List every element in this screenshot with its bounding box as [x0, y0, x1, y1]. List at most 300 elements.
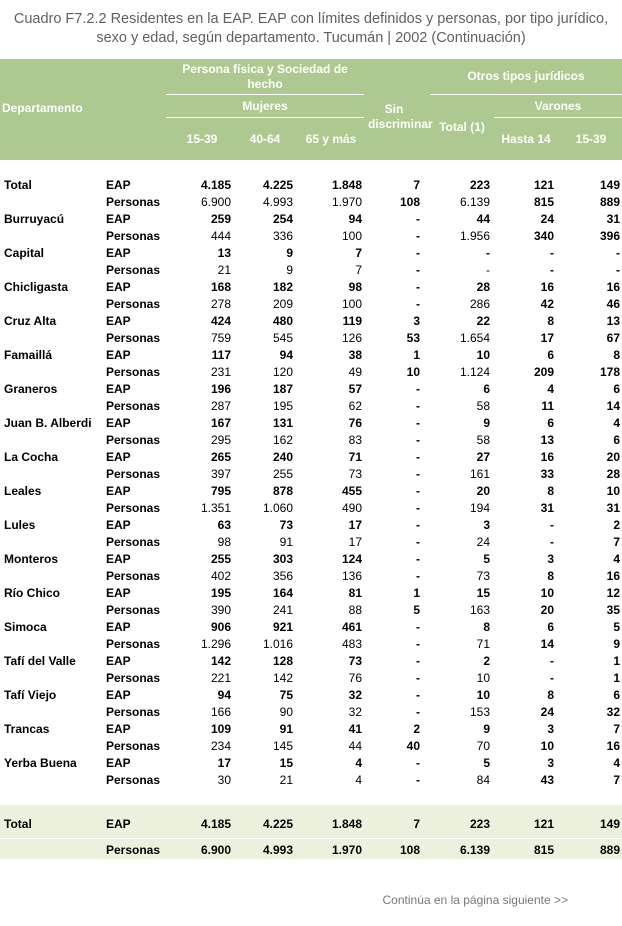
- row-type-label: Personas: [106, 399, 161, 413]
- table-row: [0, 177, 622, 194]
- cell-col-hasta14: -: [550, 518, 554, 532]
- cell-col-v15-39: 7: [613, 535, 620, 549]
- cell-col-hasta14: 6: [547, 416, 554, 430]
- row-type-label: Personas: [106, 263, 161, 277]
- cell-col-65: 136: [341, 569, 362, 583]
- total-eap-label: EAP: [106, 817, 131, 831]
- cell-col-total1: 5: [483, 756, 490, 770]
- cell-col-sin-discriminar: 40: [406, 739, 420, 753]
- cell-col-15-39: 167: [210, 416, 231, 430]
- cell-col-65: 71: [348, 450, 362, 464]
- cell-col-40-64: 120: [272, 365, 293, 379]
- cell-col-15-39: 397: [210, 467, 231, 481]
- cell-col-15-39: 21: [217, 263, 231, 277]
- cell-col-hasta14: 8: [547, 484, 554, 498]
- table-row: [0, 466, 622, 483]
- row-type-label: Personas: [106, 501, 161, 515]
- cell-col-40-64: 162: [272, 433, 293, 447]
- row-type-label: EAP: [106, 348, 131, 362]
- cell-col-hasta14: 20: [540, 603, 554, 617]
- cell-col-65: 7: [355, 246, 362, 260]
- table-row: [0, 653, 622, 670]
- cell-col-sin-discriminar: -: [416, 535, 420, 549]
- cell-col-hasta14: 31: [540, 501, 554, 515]
- cell-col-15-39: 168: [210, 280, 231, 294]
- cell-col-v15-39: 8: [613, 348, 620, 362]
- table-row: [0, 704, 622, 721]
- header-col-40-64: 40-64: [249, 132, 281, 146]
- cell-col-sin-discriminar: -: [416, 688, 420, 702]
- cell-col-40-64: 164: [272, 586, 293, 600]
- department-name: La Cocha: [4, 450, 59, 464]
- table-row: [0, 619, 622, 636]
- department-name: Río Chico: [4, 586, 60, 600]
- cell-col-v15-39: 6: [613, 382, 620, 396]
- table-row: [0, 500, 622, 517]
- header-persona-fisica: Persona física y Sociedad de hecho: [182, 62, 348, 91]
- cell-col-15-39: 444: [210, 229, 231, 243]
- department-name: Chicligasta: [4, 280, 69, 294]
- cell-col-total1: 223: [469, 178, 490, 192]
- total-personas-col-sin-discriminar: 108: [399, 843, 420, 857]
- table-row: [0, 330, 622, 347]
- cell-col-v15-39: 4: [613, 552, 620, 566]
- cell-col-v15-39: 6: [613, 433, 620, 447]
- cell-col-sin-discriminar: -: [416, 654, 420, 668]
- table-row: [0, 585, 622, 602]
- cell-col-65: 100: [341, 297, 362, 311]
- cell-col-total1: 6.139: [459, 195, 490, 209]
- cell-col-65: 4: [355, 773, 362, 787]
- cell-col-v15-39: 10: [606, 484, 620, 498]
- cell-col-40-64: 1.016: [262, 637, 293, 651]
- row-type-label: EAP: [106, 552, 131, 566]
- header-rule-persona: [166, 94, 364, 95]
- cell-col-v15-39: 4: [613, 416, 620, 430]
- cell-col-40-64: 145: [272, 739, 293, 753]
- cell-col-sin-discriminar: -: [416, 484, 420, 498]
- cell-col-15-39: 109: [210, 722, 231, 736]
- header-rule-otros: [430, 94, 622, 95]
- table-header: [0, 59, 622, 160]
- cell-col-15-39: 117: [211, 348, 231, 362]
- cell-col-65: 17: [348, 535, 362, 549]
- cell-col-sin-discriminar: 108: [399, 195, 420, 209]
- cell-col-total1: 70: [476, 739, 490, 753]
- cell-col-hasta14: 8: [547, 688, 554, 702]
- header-total1: Total (1): [439, 120, 485, 134]
- cell-col-65: 32: [348, 705, 362, 719]
- cell-col-sin-discriminar: -: [416, 297, 420, 311]
- table-row: [0, 721, 622, 738]
- department-name: Tafí Viejo: [4, 688, 57, 702]
- cell-col-total1: 153: [469, 705, 490, 719]
- cell-col-15-39: 1.296: [200, 637, 231, 651]
- cell-col-40-64: 90: [279, 705, 293, 719]
- cell-col-sin-discriminar: 3: [413, 314, 420, 328]
- cell-col-sin-discriminar: 1: [413, 586, 420, 600]
- cell-col-40-64: 545: [272, 331, 293, 345]
- cell-col-65: 73: [348, 654, 362, 668]
- cell-col-hasta14: 340: [533, 229, 554, 243]
- row-type-label: EAP: [106, 518, 131, 532]
- header-col-15-39: 15-39: [186, 132, 218, 146]
- cell-col-40-64: 240: [272, 450, 293, 464]
- table-body: [0, 177, 622, 789]
- row-type-label: EAP: [106, 586, 131, 600]
- cell-col-total1: 1.124: [459, 365, 490, 379]
- header-rule-varones: [494, 117, 622, 118]
- department-name: Tafí del Valle: [4, 654, 76, 668]
- cell-col-v15-39: 46: [606, 297, 620, 311]
- cell-col-sin-discriminar: -: [416, 399, 420, 413]
- row-type-label: EAP: [106, 416, 131, 430]
- table-row: [0, 194, 622, 211]
- title-line-1: Cuadro F7.2.2 Residentes en la EAP. EAP con límites definidos y personas, por tipo jurídico,: [13, 11, 609, 27]
- cell-col-total1: 10: [476, 671, 490, 685]
- cell-col-15-39: 759: [210, 331, 231, 345]
- cell-col-65: 73: [348, 467, 362, 481]
- cell-col-total1: 58: [476, 399, 490, 413]
- cell-col-sin-discriminar: -: [416, 416, 420, 430]
- cell-col-15-39: 390: [210, 603, 231, 617]
- department-name: Simoca: [4, 620, 47, 634]
- row-type-label: Personas: [106, 433, 161, 447]
- table-row: [0, 211, 622, 228]
- cell-col-sin-discriminar: -: [416, 637, 420, 651]
- cell-col-hasta14: 33: [540, 467, 554, 481]
- cell-col-15-39: 63: [217, 518, 231, 532]
- cell-col-15-39: 906: [210, 620, 231, 634]
- cell-col-total1: 5: [483, 552, 490, 566]
- cell-col-40-64: 131: [272, 416, 293, 430]
- cell-col-v15-39: 35: [606, 603, 620, 617]
- department-name: Juan B. Alberdi: [4, 416, 92, 430]
- header-rule-mujeres: [166, 117, 364, 118]
- department-name: Graneros: [4, 382, 58, 396]
- cell-col-65: 119: [342, 314, 362, 328]
- cell-col-v15-39: 4: [613, 756, 620, 770]
- table-row: [0, 228, 622, 245]
- cell-col-v15-39: 67: [606, 331, 620, 345]
- cell-col-v15-39: 13: [606, 314, 620, 328]
- cell-col-hasta14: 815: [533, 195, 554, 209]
- cell-col-65: 49: [348, 365, 362, 379]
- row-type-label: EAP: [106, 178, 131, 192]
- cell-col-65: 7: [355, 263, 362, 277]
- cell-col-sin-discriminar: -: [416, 229, 420, 243]
- cell-col-hasta14: 3: [547, 552, 554, 566]
- continue-next-page: Continúa en la página siguiente >>: [382, 893, 568, 907]
- total-personas-col-65: 1.970: [331, 843, 362, 857]
- cell-col-total1: 2: [483, 654, 490, 668]
- cell-col-hasta14: 14: [540, 637, 554, 651]
- cell-col-v15-39: 2: [613, 518, 620, 532]
- cell-col-40-64: 94: [279, 348, 293, 362]
- row-type-label: Personas: [106, 603, 161, 617]
- cell-col-v15-39: 7: [613, 722, 620, 736]
- cell-col-v15-39: 5: [613, 620, 620, 634]
- cell-col-total1: 194: [469, 501, 490, 515]
- cell-col-sin-discriminar: 7: [413, 178, 420, 192]
- cell-col-sin-discriminar: -: [416, 705, 420, 719]
- cell-col-40-64: 303: [272, 552, 293, 566]
- cell-col-total1: 20: [476, 484, 490, 498]
- cell-col-40-64: 4.993: [262, 195, 293, 209]
- row-type-label: Personas: [106, 637, 161, 651]
- cell-col-65: 483: [341, 637, 362, 651]
- cell-col-65: 38: [348, 348, 362, 362]
- cell-col-65: 44: [348, 739, 362, 753]
- table-row: [0, 483, 622, 500]
- row-type-label: EAP: [106, 314, 131, 328]
- cell-col-v15-39: 9: [613, 637, 620, 651]
- total-eap-col-65: 1.848: [331, 817, 362, 831]
- row-type-label: Personas: [106, 569, 161, 583]
- header-col-v15-39: 15-39: [575, 132, 607, 146]
- cell-col-hasta14: 209: [533, 365, 554, 379]
- table-row: [0, 772, 622, 789]
- row-type-label: EAP: [106, 382, 131, 396]
- row-type-label: Personas: [106, 195, 161, 209]
- cell-col-sin-discriminar: -: [416, 382, 420, 396]
- cell-col-total1: 3: [483, 518, 490, 532]
- cell-col-40-64: 336: [272, 229, 293, 243]
- cell-col-sin-discriminar: -: [416, 671, 420, 685]
- table-row: [0, 517, 622, 534]
- row-type-label: Personas: [106, 773, 161, 787]
- cell-col-total1: 58: [476, 433, 490, 447]
- cell-col-v15-39: 396: [599, 229, 620, 243]
- department-name: Cruz Alta: [4, 314, 57, 328]
- cell-col-total1: 6: [483, 382, 490, 396]
- cell-col-hasta14: 3: [547, 756, 554, 770]
- cell-col-sin-discriminar: -: [416, 280, 420, 294]
- cell-col-15-39: 195: [210, 586, 231, 600]
- cell-col-v15-39: 31: [606, 501, 620, 515]
- cell-col-v15-39: 12: [606, 586, 620, 600]
- cell-col-total1: 28: [476, 280, 490, 294]
- cell-col-sin-discriminar: -: [416, 620, 420, 634]
- cell-col-total1: 71: [476, 637, 490, 651]
- header-mujeres: Mujeres: [242, 99, 288, 113]
- cell-col-40-64: 195: [272, 399, 293, 413]
- table-row: [0, 755, 622, 772]
- cell-col-total1: 24: [476, 535, 490, 549]
- table-row: [0, 432, 622, 449]
- department-name: Leales: [4, 484, 42, 498]
- row-type-label: Personas: [106, 535, 161, 549]
- cell-col-15-39: 30: [217, 773, 231, 787]
- cell-col-65: 76: [348, 671, 362, 685]
- cell-col-15-39: 17: [217, 756, 231, 770]
- cell-col-65: 4: [355, 756, 362, 770]
- cell-col-hasta14: -: [550, 535, 554, 549]
- cell-col-total1: 10: [476, 348, 490, 362]
- cell-col-v15-39: 149: [599, 178, 620, 192]
- cell-col-hasta14: 10: [540, 586, 554, 600]
- cell-col-15-39: 98: [217, 535, 231, 549]
- total-eap-col-total1: 223: [469, 817, 490, 831]
- row-type-label: EAP: [106, 246, 131, 260]
- cell-col-65: 1.848: [331, 178, 362, 192]
- cell-col-65: 81: [348, 586, 362, 600]
- department-name: Monteros: [4, 552, 58, 566]
- header-varones: Varones: [534, 99, 582, 113]
- table-row: [0, 364, 622, 381]
- table-row: [0, 568, 622, 585]
- header-col-hasta14: Hasta 14: [501, 132, 551, 146]
- cell-col-40-64: 480: [272, 314, 293, 328]
- total-eap-col-v15-39: 149: [599, 817, 620, 831]
- cell-col-total1: 9: [483, 722, 490, 736]
- cell-col-v15-39: 16: [606, 739, 620, 753]
- cell-col-sin-discriminar: -: [416, 212, 420, 226]
- cell-col-total1: 84: [476, 773, 490, 787]
- cell-col-65: 17: [348, 518, 362, 532]
- cell-col-hasta14: 8: [547, 569, 554, 583]
- cell-col-15-39: 402: [210, 569, 231, 583]
- cell-col-15-39: 6.900: [200, 195, 231, 209]
- total-eap-col-40-64: 4.225: [262, 817, 293, 831]
- cell-col-40-64: 73: [279, 518, 293, 532]
- cell-col-65: 62: [348, 399, 362, 413]
- table-row: [0, 313, 622, 330]
- cell-col-sin-discriminar: 1: [413, 348, 420, 362]
- table-row: [0, 296, 622, 313]
- cell-col-40-64: 9: [286, 263, 293, 277]
- cell-col-total1: 27: [476, 450, 490, 464]
- header-otros-tipos: Otros tipos jurídicos: [467, 69, 585, 83]
- header-departamento: Departamento: [2, 101, 83, 115]
- cell-col-sin-discriminar: -: [416, 263, 420, 277]
- cell-col-total1: 286: [469, 297, 490, 311]
- table-row: [0, 687, 622, 704]
- cell-col-sin-discriminar: -: [416, 552, 420, 566]
- row-type-label: Personas: [106, 467, 161, 481]
- cell-col-hasta14: 4: [547, 382, 554, 396]
- total-eap-col-sin-discriminar: 7: [413, 817, 420, 831]
- cell-col-15-39: 221: [210, 671, 231, 685]
- row-type-label: Personas: [106, 739, 161, 753]
- cell-col-total1: 163: [469, 603, 490, 617]
- table-row: [0, 670, 622, 687]
- row-type-label: Personas: [106, 671, 161, 685]
- cell-col-65: 490: [341, 501, 362, 515]
- cell-col-total1: 22: [476, 314, 490, 328]
- cell-col-sin-discriminar: 2: [413, 722, 420, 736]
- total-personas-col-40-64: 4.993: [262, 843, 293, 857]
- row-type-label: EAP: [106, 280, 131, 294]
- cell-col-65: 126: [341, 331, 362, 345]
- cell-col-hasta14: 8: [547, 314, 554, 328]
- cell-col-hasta14: 121: [533, 178, 554, 192]
- table-row: [0, 415, 622, 432]
- title-line-2: sexo y edad, según departamento. Tucumán | 2002 (Continuación): [96, 30, 526, 46]
- table-row: [0, 449, 622, 466]
- cell-col-40-64: 128: [272, 654, 293, 668]
- cell-col-65: 76: [348, 416, 362, 430]
- cell-col-65: 461: [341, 620, 362, 634]
- cell-col-v15-39: 1: [613, 671, 620, 685]
- cell-col-hasta14: 6: [547, 620, 554, 634]
- cell-col-sin-discriminar: -: [416, 246, 420, 260]
- cell-col-15-39: 196: [210, 382, 231, 396]
- table-row: [0, 551, 622, 568]
- cell-col-hasta14: 16: [540, 280, 554, 294]
- cell-col-65: 124: [341, 552, 362, 566]
- cell-col-hasta14: 24: [540, 705, 554, 719]
- cell-col-15-39: 94: [217, 688, 231, 702]
- total-eap-col-15-39: 4.185: [200, 817, 231, 831]
- cell-col-sin-discriminar: 53: [406, 331, 420, 345]
- cell-col-hasta14: 3: [547, 722, 554, 736]
- cell-col-hasta14: 43: [540, 773, 554, 787]
- cell-col-15-39: 424: [210, 314, 231, 328]
- cell-col-40-64: 356: [272, 569, 293, 583]
- table-row: [0, 245, 622, 262]
- cell-col-hasta14: 24: [540, 212, 554, 226]
- cell-col-40-64: 1.060: [262, 501, 293, 515]
- department-name: Lules: [4, 518, 36, 532]
- cell-col-total1: 9: [483, 416, 490, 430]
- total-block: [0, 805, 622, 859]
- table-row: [0, 534, 622, 551]
- cell-col-65: 94: [348, 212, 362, 226]
- table-row: [0, 381, 622, 398]
- cell-col-15-39: 295: [210, 433, 231, 447]
- cell-col-total1: 1.956: [459, 229, 490, 243]
- department-name: Total: [4, 178, 32, 192]
- cell-col-v15-39: -: [616, 263, 620, 277]
- cell-col-15-39: 166: [210, 705, 231, 719]
- cell-col-hasta14: 10: [540, 739, 554, 753]
- table-row: [0, 738, 622, 755]
- cell-col-65: 41: [348, 722, 362, 736]
- cell-col-65: 100: [341, 229, 362, 243]
- header-sin-discriminar: Sin discriminar: [368, 102, 433, 131]
- cell-col-total1: 15: [476, 586, 490, 600]
- cell-col-hasta14: 11: [541, 399, 554, 413]
- table-row: [0, 636, 622, 653]
- cell-col-v15-39: 7: [613, 773, 620, 787]
- row-type-label: Personas: [106, 705, 161, 719]
- cell-col-40-64: 21: [279, 773, 293, 787]
- cell-col-v15-39: 6: [613, 688, 620, 702]
- total-personas-col-v15-39: 889: [599, 843, 620, 857]
- cell-col-40-64: 209: [272, 297, 293, 311]
- cell-col-40-64: 878: [272, 484, 293, 498]
- cell-col-15-39: 255: [210, 552, 231, 566]
- cell-col-total1: 10: [476, 688, 490, 702]
- cell-col-hasta14: 16: [540, 450, 554, 464]
- cell-col-sin-discriminar: -: [416, 756, 420, 770]
- cell-col-hasta14: 6: [547, 348, 554, 362]
- cell-col-hasta14: 17: [540, 331, 554, 345]
- cell-col-sin-discriminar: 5: [413, 603, 420, 617]
- total-personas-col-15-39: 6.900: [200, 843, 231, 857]
- cell-col-sin-discriminar: -: [416, 501, 420, 515]
- cell-col-15-39: 234: [210, 739, 231, 753]
- cell-col-hasta14: -: [550, 654, 554, 668]
- row-type-label: EAP: [106, 450, 131, 464]
- cell-col-v15-39: -: [616, 246, 620, 260]
- cell-col-40-64: 255: [272, 467, 293, 481]
- total-personas-col-hasta14: 815: [533, 843, 554, 857]
- total-personas-label: Personas: [106, 843, 161, 857]
- cell-col-40-64: 921: [272, 620, 293, 634]
- cell-col-v15-39: 14: [606, 399, 620, 413]
